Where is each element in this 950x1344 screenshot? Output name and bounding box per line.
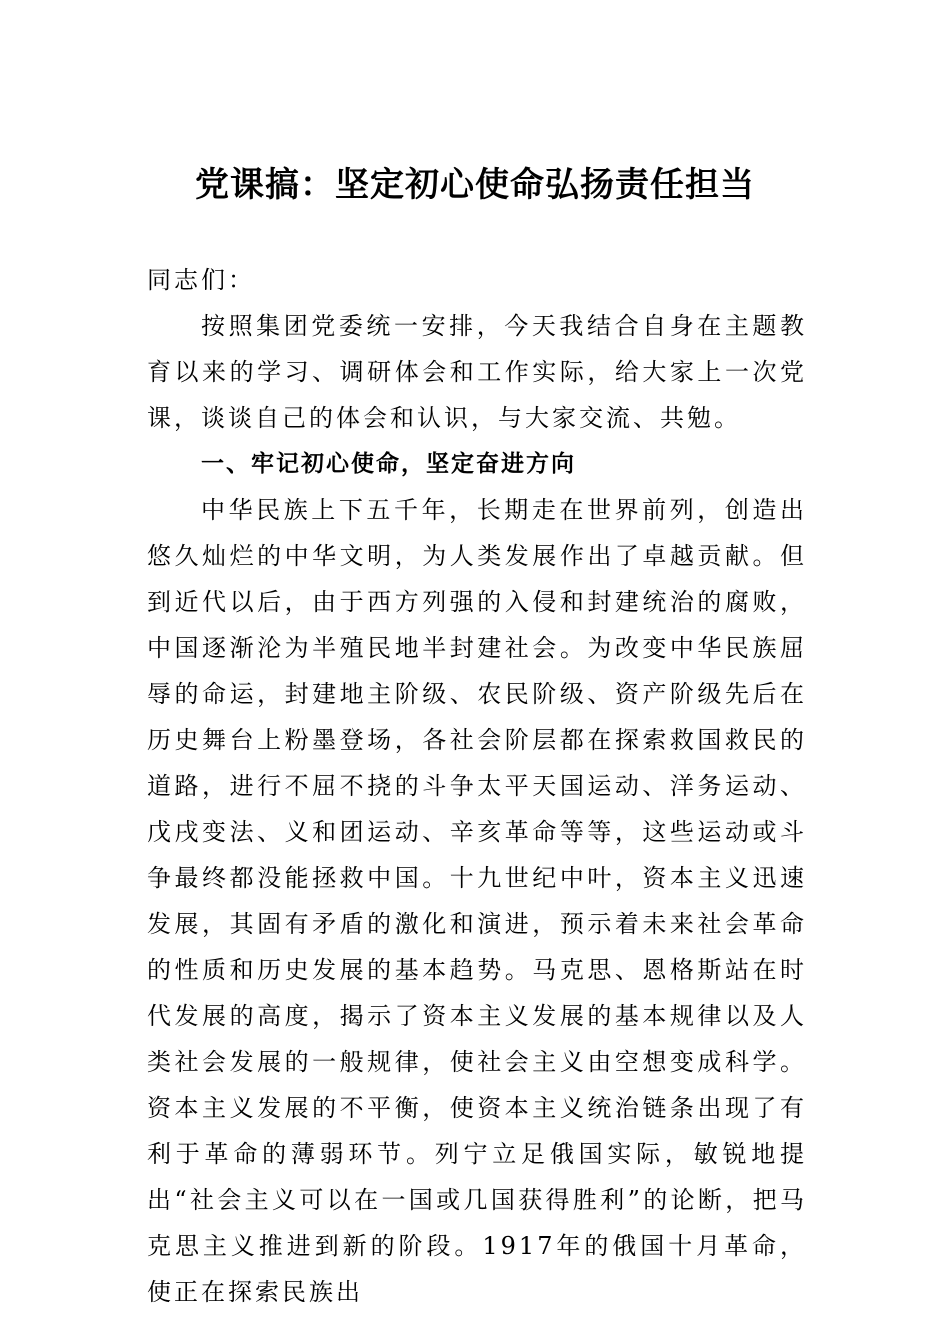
section-heading: 一、牢记初心使命，坚定奋进方向 bbox=[201, 451, 576, 477]
intro-paragraph: 按照集团党委统一安排，今天我结合自身在主题教育以来的学习、调研体会和工作实际，给大家上一次党课，谈谈自己的体会和认识，与大家交流、共勉。 bbox=[147, 312, 807, 432]
section-paragraph: 中华民族上下五千年，长期走在世界前列，创造出悠久灿烂的中华文明，为人类发展作出了卓越贡献。但到近代以后，由于西方列强的入侵和封建统治的腐败，中国逐渐沦为半殖民地半封建社会。为改变中华民族屈辱的命运，封建地主阶级、农民阶级、资产阶级先后在历史舞台上粉墨登场，各社会阶层都在探索救国救民的道路，进行不屈不挠的斗争太平天国运动、洋务运动、戊戌变法、义和团运动、辛亥革命等等，这些运动或斗争最终都没能拯救中国。十九世纪中叶，资本主义迅速发展，其固有矛盾的激化和演进，预示着未来社会革命的性质和历史发展的基本趋势。马克思、恩格斯站在时代发展的高度，揭示了资本主义发展的基本规律以及人类社会发展的一般规律，使社会主义由空想变成科学。资本主义发展的不平衡，使资本主义统治链条出现了有利于革命的薄弱环节。列宁立足俄国实际，敏锐地提出“社会主义可以在一国或几国获得胜利”的论断，把马克思主义推进到新的阶段。1917年的俄国十月革命，使正在探索民族出 bbox=[147, 496, 807, 1306]
salutation: 同志们： bbox=[147, 266, 255, 294]
document-title: 党课搞：坚定初心使命弘扬责任担当 bbox=[195, 165, 755, 205]
